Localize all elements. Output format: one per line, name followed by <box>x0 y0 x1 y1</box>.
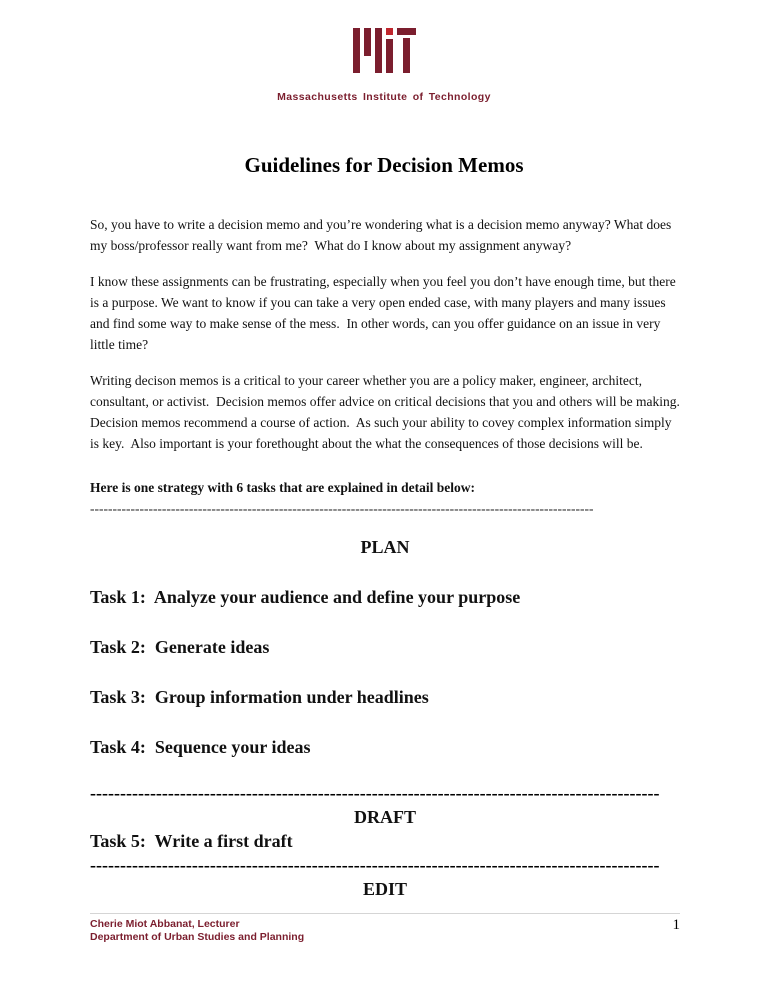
task-4: Task 4: Sequence your ideas <box>90 737 311 757</box>
paragraph-intro: So, you have to write a decision memo and you’re wondering what is a decision memo anyway? What does my boss/professor really want from me? What do I know about my assignment anyway? <box>90 217 675 253</box>
section-heading-edit: EDIT <box>362 879 407 899</box>
dashed-divider: ---------------------------------------------------------------------------------------------------------------- <box>90 501 594 516</box>
document-title: Guidelines for Decision Memos <box>244 153 524 177</box>
task-3: Task 3: Group information under headlines <box>90 687 429 707</box>
mit-logo-bar <box>364 28 371 56</box>
section-heading-draft: DRAFT <box>354 807 416 827</box>
institution-name: Massachusetts Institute of Technology <box>277 91 491 103</box>
task-2: Task 2: Generate ideas <box>90 637 270 657</box>
footer-credits <box>90 918 304 944</box>
document-header <box>0 0 768 103</box>
mit-logo-bar <box>375 28 382 73</box>
task-1: Task 1: Analyze your audience and define your purpose <box>90 587 521 607</box>
document-footer <box>90 913 680 944</box>
footer-department: Department of Urban Studies and Planning <box>90 931 305 943</box>
task-5: Task 5: Write a first draft <box>90 831 293 851</box>
mit-logo-crossbar <box>397 28 416 35</box>
footer-author: Cherie Miot Abbanat, Lecturer <box>90 918 240 930</box>
document-body <box>90 214 687 901</box>
paragraph-importance: Writing decison memos is a critical to your career whether you are a policy maker, engineer, architect, consultant, or activist. Decision memos offer advice on critical decisions that you and others will be making. Decision memos recommend a course of action. As such your ability to covey complex information simply is key. Also important is your forethought about the what the consequences of those decisions will be. <box>90 373 687 451</box>
mit-logo-bar <box>403 38 410 73</box>
mit-logo-dot <box>386 28 393 35</box>
strategy-heading: Here is one strategy with 6 tasks that are explained in detail below: <box>90 480 475 495</box>
mit-logo-i <box>386 28 393 73</box>
bold-dashed-divider: ----------------------------------------------------------------------------------------------- <box>90 783 660 803</box>
mit-logo-bar <box>386 39 393 73</box>
paragraph-purpose: I know these assignments can be frustrating, especially when you feel you don’t have enough time, but there is a purpose. We want to know if you can take a very open ended case, with many players and many issues and find some way to make sense of the mess. In other words, can you offer guidance on an issue in very little time? <box>90 274 680 352</box>
mit-logo <box>353 28 416 73</box>
mit-logo-t <box>397 28 416 73</box>
bold-dashed-divider: ----------------------------------------------------------------------------------------------- <box>90 855 660 875</box>
mit-logo-bar <box>353 28 360 73</box>
section-heading-plan: PLAN <box>360 537 410 557</box>
page-number: 1 <box>672 917 680 933</box>
